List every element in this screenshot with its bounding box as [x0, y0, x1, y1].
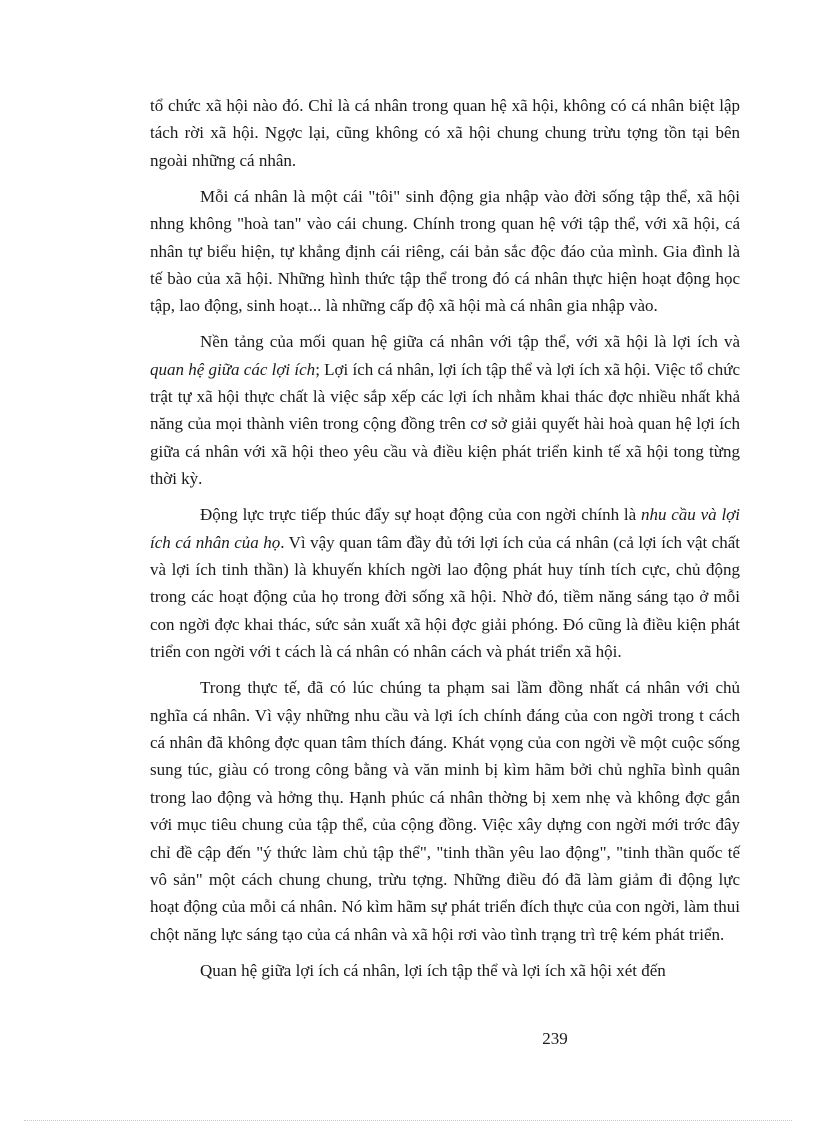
page-number: 239: [542, 1029, 568, 1048]
paragraph-3: [150, 328, 740, 492]
paragraph-2: Mỗi cá nhân là một cái "tôi" sinh động gia nhập vào đời sống tập thể, xã hội nhng không "hoà tan" vào cái chung. Chính trong quan hệ với tập thể, với xã hội, cá nhân tự biểu hiện, tự khẳng định cái riêng, cái bản sắc độc đáo của mình. Gia đình là tế bào của xã hội. Những hình thức tập thể trong đó cá nhân thực hiện hoạt động học tập, lao động, sinh hoạt... là những cấp độ xã hội mà cá nhân gia nhập vào.: [150, 186, 740, 316]
paragraph-4-emphasis: nhu cầu và lợi ích cá nhân của họ: [150, 505, 740, 552]
paragraph-6: Quan hệ giữa lợi ích cá nhân, lợi ích tập thể và lợi ích xã hội xét đến: [200, 960, 666, 980]
paragraph-4-text-b: . Vì vậy quan tâm đầy đủ tới lợi ích của cá nhân (cả lợi ích vật chất và lợi ích tinh thần) là khuyến khích ngời lao động phát huy tính tích cực, chủ động trong các hoạt động của họ trong đời sống xã hội. Nhờ đó, tiềm năng sáng tạo ở mỗi con ngời đợc khai thác, sức sản xuất xã hội đợc giải phóng. Đó cũng là điều kiện phát triển con ngời với t cách là cá nhân có nhân cách và phát triển xã hội.: [150, 532, 740, 662]
document-body: [150, 92, 740, 993]
paragraph-4-text-a: Động lực trực tiếp thúc đẩy sự hoạt động của con ngời chính là: [200, 505, 641, 525]
footer-divider: [24, 1120, 792, 1121]
paragraph-3-emphasis: quan hệ giữa các lợi ích: [150, 359, 316, 379]
paragraph-5: Trong thực tế, đã có lúc chúng ta phạm sai lầm đồng nhất cá nhân với chủ nghĩa cá nhân. Vì vậy những nhu cầu và lợi ích chính đáng của con ngời trong t cách cá nhân đã không đợc quan tâm thích đáng. Khát vọng của con ngời về một cuộc sống sung túc, giàu có trong công bằng và văn minh bị kìm hãm bởi chủ nghĩa bình quân trong lao động và hởng thụ. Hạnh phúc cá nhân thờng bị xem nhẹ và không đợc gắn với mục tiêu chung của tập thể, của cộng đồng. Việc xây dựng con ngời mới trớc đây chỉ đề cập đến "ý thức làm chủ tập thể", "tinh thần yêu lao động", "tinh thần quốc tế vô sản" một cách chung chung, trừu tợng. Những điều đó đã làm giảm đi động lực hoạt động của mỗi cá nhân. Nó kìm hãm sự phát triển đích thực của con ngời, làm thui chột năng lực sáng tạo của cá nhân và xã hội rơi vào tình trạng trì trệ kém phát triển.: [150, 678, 740, 944]
paragraph-1: tổ chức xã hội nào đó. Chỉ là cá nhân trong quan hệ xã hội, không có cá nhân biệt lập tách rời xã hội. Ngợc lại, cũng không có xã hội chung chung trừu tợng tồn tại bên ngoài những cá nhân.: [150, 96, 740, 170]
paragraph-3-text-a: Nền tảng của mối quan hệ giữa cá nhân với tập thể, với xã hội là lợi ích và: [200, 332, 740, 352]
paragraph-4: [150, 501, 740, 665]
paragraph-3-text-b: ; Lợi ích cá nhân, lợi ích tập thể và lợi ích xã hội. Việc tổ chức trật tự xã hội thực chất là việc sắp xếp các lợi ích nhằm khai thác đợc nhiều nhất khả năng của mọi thành viên trong cộng đồng trên cơ sở giải quyết hài hoà quan hệ lợi ích giữa cá nhân với xã hội theo yêu cầu và điều kiện phát triển kinh tế xã hội tong từng thời kỳ.: [150, 359, 740, 489]
